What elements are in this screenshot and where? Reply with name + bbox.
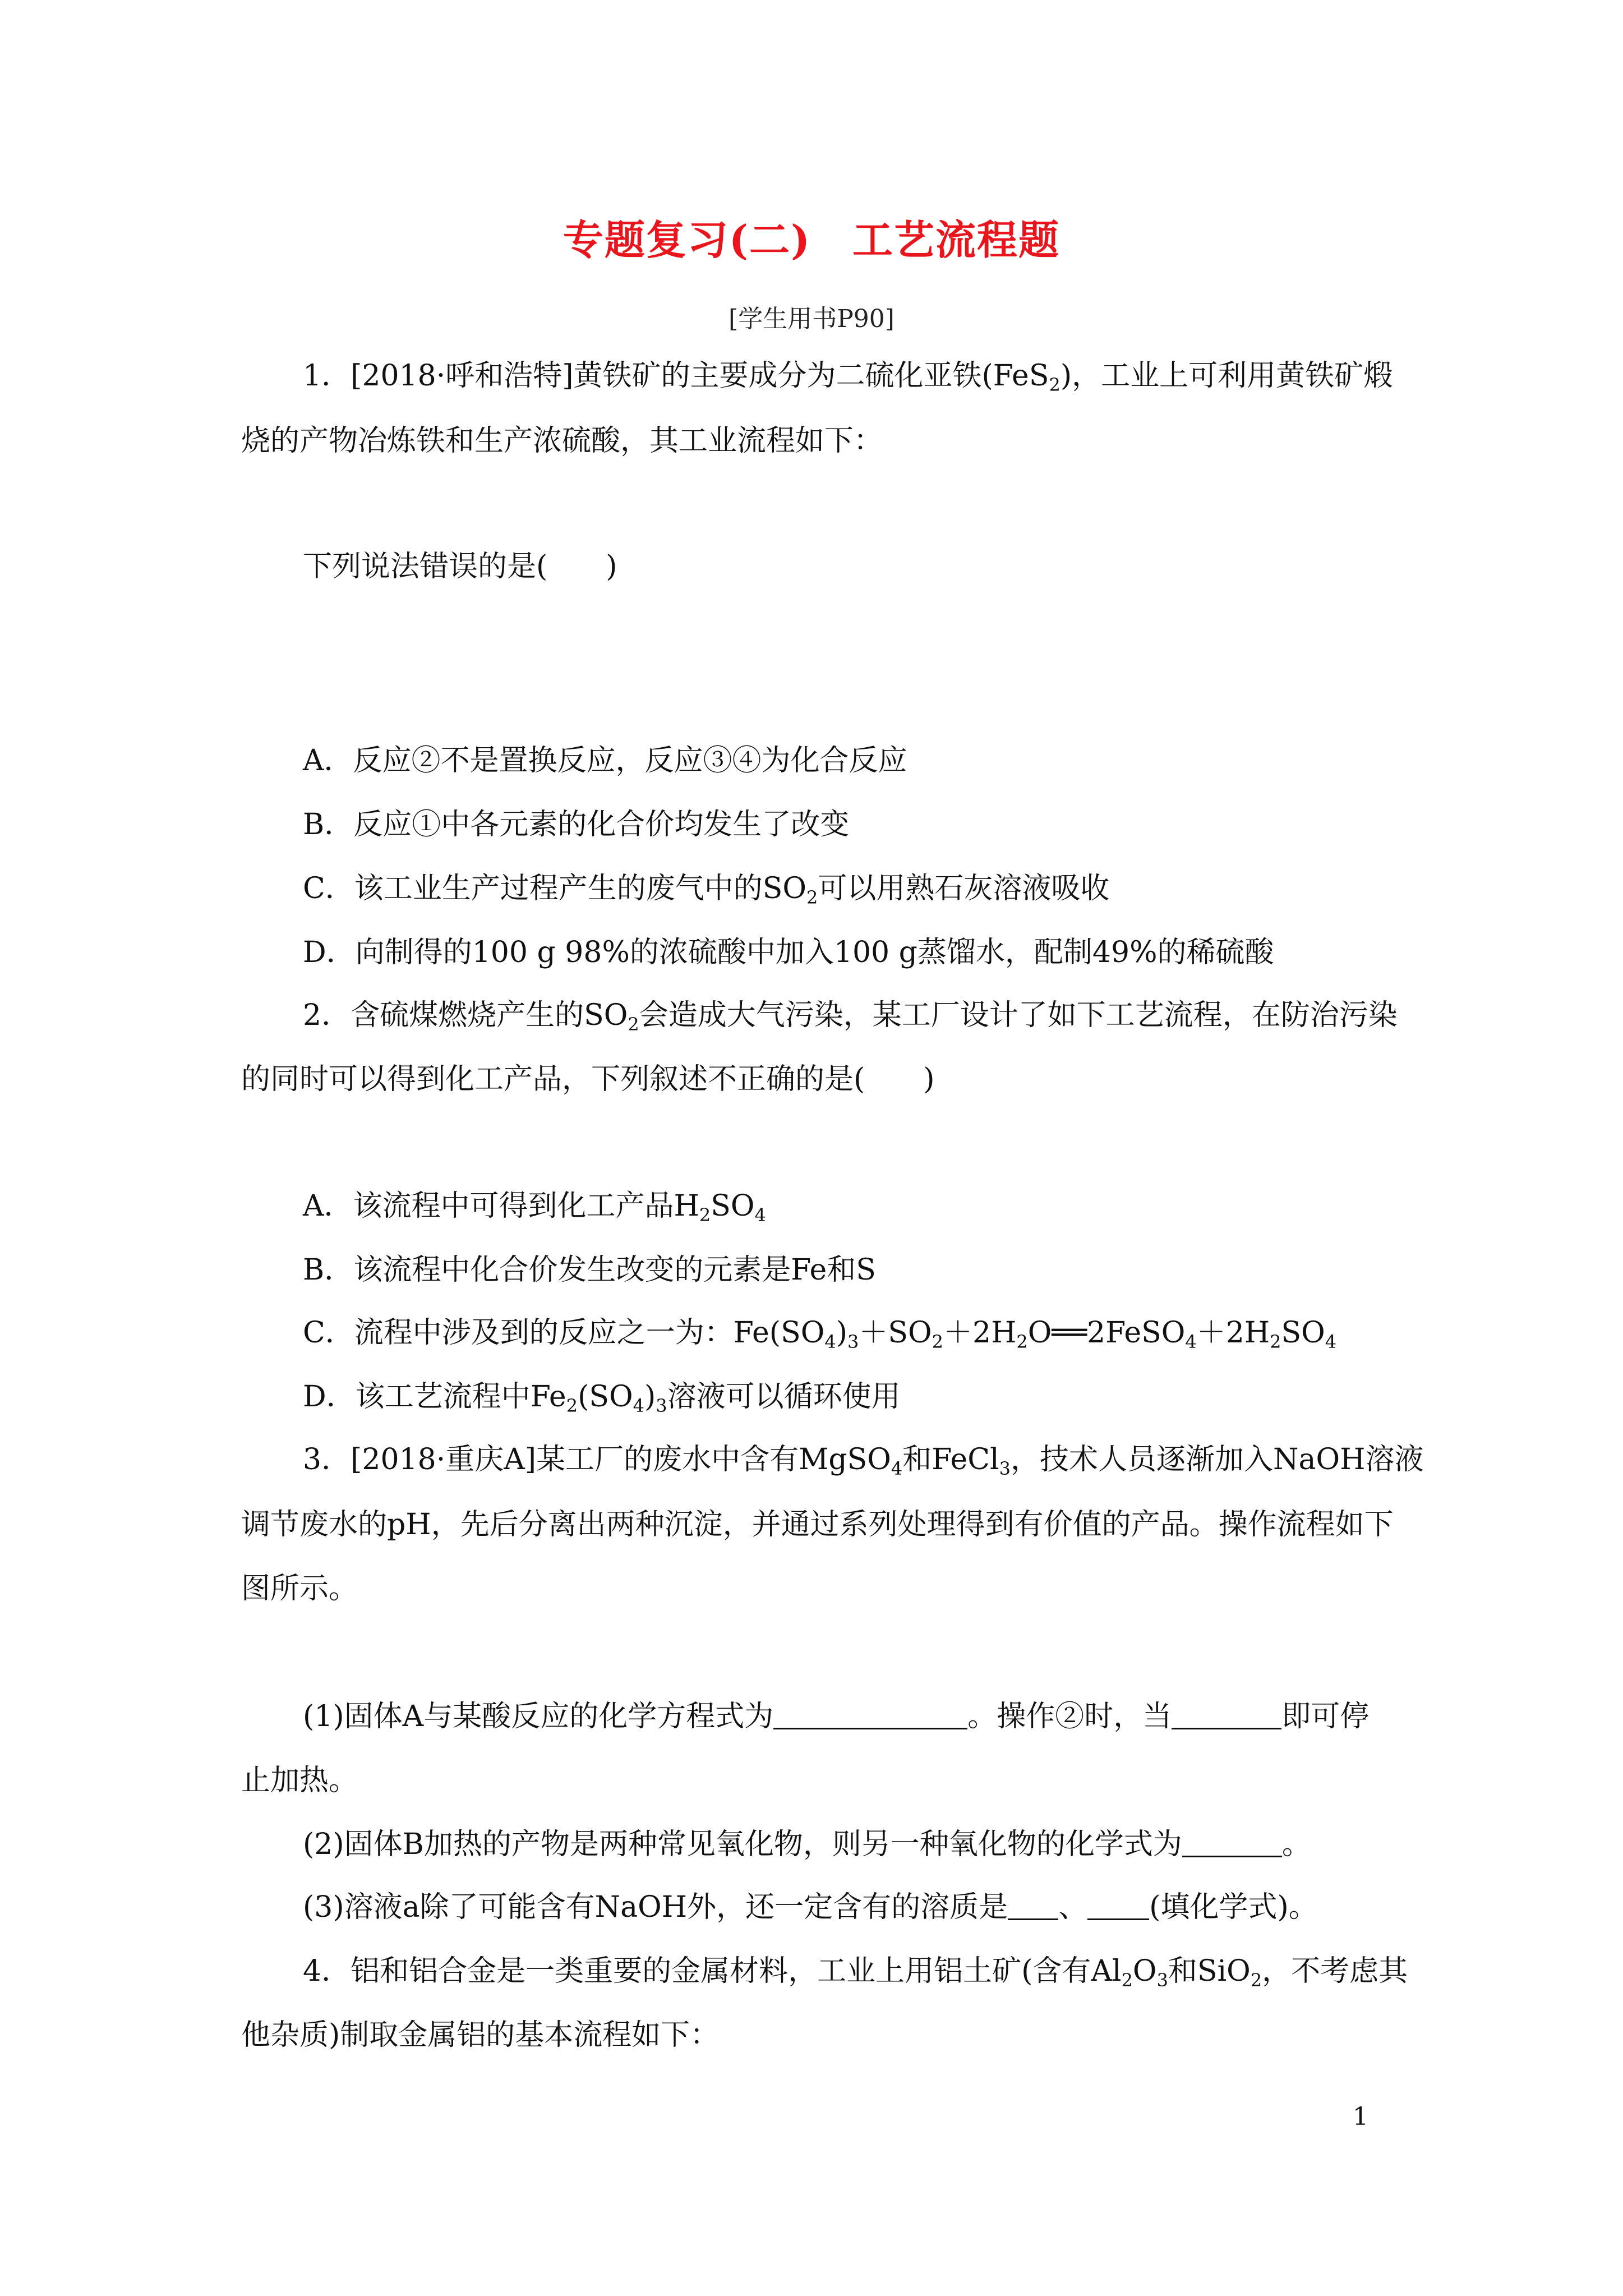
q4-line-2: 他杂质)制取金属铝的基本流程如下： — [241, 2018, 720, 2052]
q4-line-1: 4．铝和铝合金是一类重要的金属材料，工业上用铝土矿(含有$Al_2O_3$和SiO$_2$，不考虑其 — [303, 1954, 1408, 1991]
q2-option-a: A．该流程中可得到化工产品$H_2SO_4$ — [303, 1189, 766, 1226]
q1-line-2: 烧的产物冶炼铁和生产浓硫酸，其工业流程如下： — [241, 424, 883, 458]
answer-blank[interactable] — [1008, 1892, 1058, 1920]
page-number: 1 — [1353, 2102, 1368, 2131]
page-subtitle: [学生用书P90] — [728, 305, 895, 333]
q2-line-2: 的同时可以得到化工产品，下列叙述不正确的是( ) — [241, 1062, 935, 1096]
answer-blank[interactable] — [1172, 1701, 1281, 1729]
answer-blank[interactable] — [1182, 1829, 1282, 1857]
q2-line-1: 2．含硫煤燃烧产生的$SO_2$会造成大气污染，某工厂设计了如下工艺流程，在防治污染 — [303, 999, 1398, 1035]
q2-option-d: D．该工艺流程中$Fe_2(SO_4)_3$溶液可以循环使用 — [303, 1380, 901, 1416]
q3-part-1: (1)固体A与某酸反应的化学方程式为 。操作②时，当 即可停 — [303, 1700, 1370, 1733]
q3-part-2: (2)固体B加热的产物是两种常见氧化物，则另一种氧化物的化学式为 。 — [303, 1828, 1311, 1861]
answer-blank[interactable] — [773, 1701, 967, 1729]
q3-line-1: 3．[2018·重庆A]某工厂的废水中含有MgSO$_4$和FeCl$_3$，技术人员逐渐加入NaOH溶液 — [303, 1443, 1424, 1479]
q2-option-b: B．该流程中化合价发生改变的元素是Fe和S — [303, 1253, 876, 1287]
q1-option-d: D．向制得的100 g 98%的浓硫酸中加入100 g蒸馏水，配制49%的稀硫酸 — [303, 936, 1274, 969]
q1-option-c: C．该工业生产过程产生的废气中的$SO_2$可以用熟石灰溶液吸收 — [303, 872, 1110, 908]
q3-part-1-line-2: 止加热。 — [241, 1764, 358, 1797]
q1-option-a: A．反应②不是置换反应，反应③④为化合反应 — [303, 744, 907, 777]
q3-line-2: 调节废水的pH，先后分离出两种沉淀，并通过系列处理得到有价值的产品。操作流程如下 — [241, 1508, 1394, 1542]
q2-option-c: C．流程中涉及到的反应之一为：$Fe(SO_4)_3+SO_2+2H_2O══2FeSO_4+2H_2SO_4$ — [303, 1316, 1337, 1352]
q1-line-1: 1．[2018·呼和浩特]黄铁矿的主要成分为二硫化亚铁(FeS$_2$)，工业上可利用黄铁矿煅 — [303, 359, 1393, 395]
q1-prompt: 下列说法错误的是( ) — [303, 550, 617, 583]
q1-option-b: B．反应①中各元素的化合价均发生了改变 — [303, 808, 850, 841]
page-title: 专题复习(二) 工艺流程题 — [562, 216, 1061, 264]
q3-line-3: 图所示。 — [241, 1572, 358, 1605]
q3-part-3: (3)溶液a除了可能含有NaOH外，还一定含有的溶质是 、 (填化学式)。 — [303, 1890, 1318, 1924]
answer-blank[interactable] — [1087, 1892, 1149, 1920]
